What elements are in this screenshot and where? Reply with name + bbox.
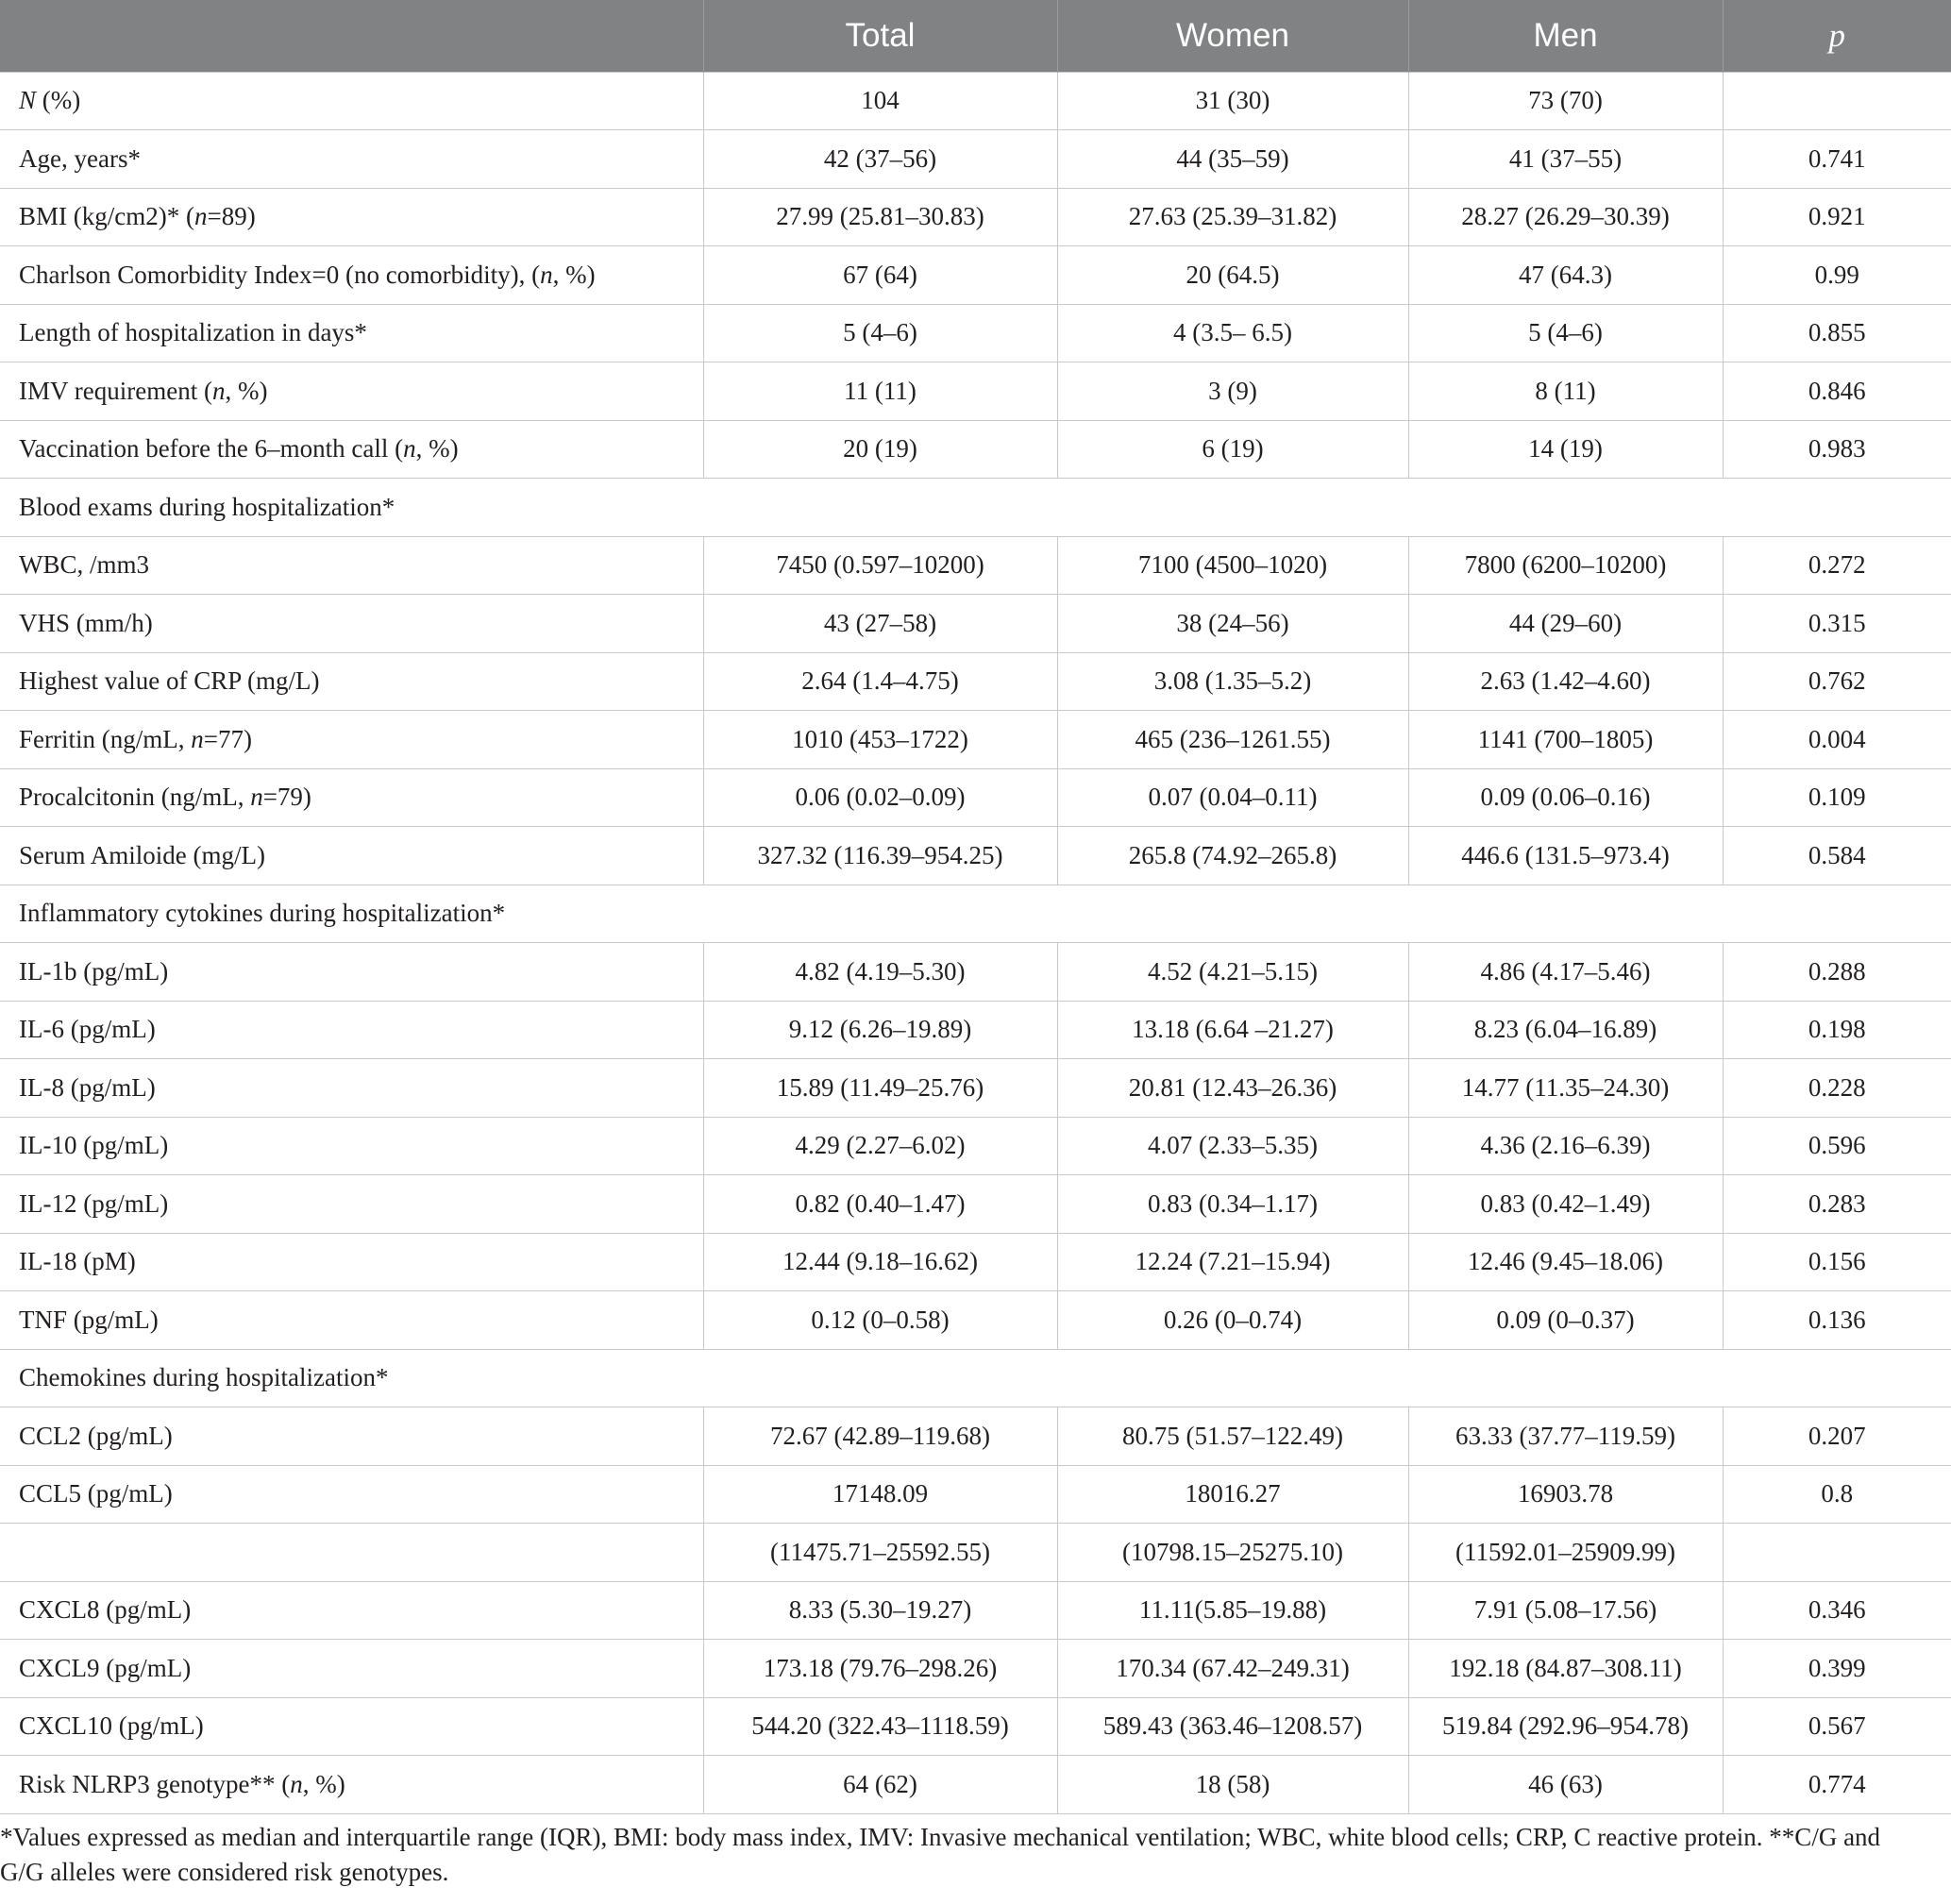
cell-total: 2.64 (1.4–4.75) — [703, 652, 1057, 711]
section-row — [0, 479, 1951, 537]
table-footnote: *Values expressed as median and interquartile range (IQR), BMI: body mass index, IMV: Invasive mechanical ventilation; WBC, white blood cells; CRP, C reactive protein. **C/G and G/G alleles were considered risk genotypes. — [0, 1823, 1881, 1886]
row-label: Age, years* — [0, 130, 703, 189]
cell-men: 16903.78 — [1408, 1465, 1723, 1524]
row-label: IMV requirement (n, %) — [0, 362, 703, 421]
table-row — [0, 362, 1951, 421]
cell-total: (11475.71–25592.55) — [703, 1524, 1057, 1582]
cell-total: 8.33 (5.30–19.27) — [703, 1581, 1057, 1640]
row-label: IL-12 (pg/mL) — [0, 1175, 703, 1234]
cell-total: 7450 (0.597–10200) — [703, 536, 1057, 595]
cell-women: 12.24 (7.21–15.94) — [1057, 1233, 1408, 1291]
cell-women: 4.07 (2.33–5.35) — [1057, 1117, 1408, 1175]
cell-men: 446.6 (131.5–973.4) — [1408, 827, 1723, 885]
cell-men: 0.09 (0.06–0.16) — [1408, 768, 1723, 827]
cell-women: 0.07 (0.04–0.11) — [1057, 768, 1408, 827]
row-label: Charlson Comorbidity Index=0 (no comorbidity), (n, %) — [0, 246, 703, 305]
cell-women: 465 (236–1261.55) — [1057, 711, 1408, 769]
row-label: N (%) — [0, 72, 703, 130]
cell-men: 14 (19) — [1408, 420, 1723, 479]
cell-women: 3 (9) — [1057, 362, 1408, 421]
cell-men: 0.83 (0.42–1.49) — [1408, 1175, 1723, 1234]
cell-men: 8.23 (6.04–16.89) — [1408, 1001, 1723, 1059]
row-label: TNF (pg/mL) — [0, 1291, 703, 1350]
cell-total: 67 (64) — [703, 246, 1057, 305]
table-body — [0, 72, 1951, 1813]
cell-women: 38 (24–56) — [1057, 595, 1408, 653]
row-label: Vaccination before the 6–month call (n, %) — [0, 420, 703, 479]
cell-women: 170.34 (67.42–249.31) — [1057, 1640, 1408, 1698]
cell-p: 0.399 — [1723, 1640, 1951, 1698]
cell-women: 0.83 (0.34–1.17) — [1057, 1175, 1408, 1234]
cell-women: (10798.15–25275.10) — [1057, 1524, 1408, 1582]
cell-p: 0.774 — [1723, 1756, 1951, 1814]
row-label: VHS (mm/h) — [0, 595, 703, 653]
table-row — [0, 304, 1951, 362]
cell-men: 7800 (6200–10200) — [1408, 536, 1723, 595]
cell-p: 0.228 — [1723, 1059, 1951, 1118]
cell-p: 0.596 — [1723, 1117, 1951, 1175]
row-label: IL-10 (pg/mL) — [0, 1117, 703, 1175]
table-row — [0, 1059, 1951, 1118]
row-label — [0, 1524, 703, 1582]
cell-men: (11592.01–25909.99) — [1408, 1524, 1723, 1582]
cell-men: 46 (63) — [1408, 1756, 1723, 1814]
table-row — [0, 1465, 1951, 1524]
row-label: WBC, /mm3 — [0, 536, 703, 595]
cell-p: 0.004 — [1723, 711, 1951, 769]
header-cell-p: p — [1723, 0, 1951, 72]
cell-p: 0.136 — [1723, 1291, 1951, 1350]
table-row — [0, 1233, 1951, 1291]
cell-total: 0.06 (0.02–0.09) — [703, 768, 1057, 827]
cell-women: 20 (64.5) — [1057, 246, 1408, 305]
cell-total: 327.32 (116.39–954.25) — [703, 827, 1057, 885]
row-label: BMI (kg/cm2)* (n=89) — [0, 188, 703, 246]
cell-total: 11 (11) — [703, 362, 1057, 421]
cell-men: 12.46 (9.45–18.06) — [1408, 1233, 1723, 1291]
cell-total: 173.18 (79.76–298.26) — [703, 1640, 1057, 1698]
table-row — [0, 536, 1951, 595]
header-row — [0, 0, 1951, 72]
row-label: CCL2 (pg/mL) — [0, 1407, 703, 1466]
table-row — [0, 652, 1951, 711]
cell-women: 18016.27 — [1057, 1465, 1408, 1524]
row-label: CXCL9 (pg/mL) — [0, 1640, 703, 1698]
table-row — [0, 1407, 1951, 1466]
table-row — [0, 1117, 1951, 1175]
cell-women: 265.8 (74.92–265.8) — [1057, 827, 1408, 885]
table-row — [0, 1640, 1951, 1698]
cell-men: 41 (37–55) — [1408, 130, 1723, 189]
cell-women: 4.52 (4.21–5.15) — [1057, 943, 1408, 1002]
cell-p: 0.584 — [1723, 827, 1951, 885]
table-row — [0, 420, 1951, 479]
cell-p — [1723, 1524, 1951, 1582]
cell-men: 63.33 (37.77–119.59) — [1408, 1407, 1723, 1466]
cell-total: 42 (37–56) — [703, 130, 1057, 189]
cell-women: 4 (3.5– 6.5) — [1057, 304, 1408, 362]
cell-total: 9.12 (6.26–19.89) — [703, 1001, 1057, 1059]
table-row — [0, 768, 1951, 827]
cell-p: 0.8 — [1723, 1465, 1951, 1524]
table-row — [0, 595, 1951, 653]
cell-men: 519.84 (292.96–954.78) — [1408, 1697, 1723, 1756]
section-row — [0, 885, 1951, 943]
cell-men: 4.36 (2.16–6.39) — [1408, 1117, 1723, 1175]
cell-p: 0.315 — [1723, 595, 1951, 653]
cell-p: 0.567 — [1723, 1697, 1951, 1756]
cell-men: 2.63 (1.42–4.60) — [1408, 652, 1723, 711]
cell-men: 4.86 (4.17–5.46) — [1408, 943, 1723, 1002]
cell-men: 0.09 (0–0.37) — [1408, 1291, 1723, 1350]
cell-total: 4.82 (4.19–5.30) — [703, 943, 1057, 1002]
cell-total: 27.99 (25.81–30.83) — [703, 188, 1057, 246]
cell-women: 13.18 (6.64 –21.27) — [1057, 1001, 1408, 1059]
row-label: IL-1b (pg/mL) — [0, 943, 703, 1002]
cell-men: 5 (4–6) — [1408, 304, 1723, 362]
section-row — [0, 1349, 1951, 1407]
cell-total: 64 (62) — [703, 1756, 1057, 1814]
cell-women: 20.81 (12.43–26.36) — [1057, 1059, 1408, 1118]
cell-p: 0.109 — [1723, 768, 1951, 827]
table-row — [0, 1001, 1951, 1059]
cell-p: 0.283 — [1723, 1175, 1951, 1234]
table-row — [0, 1291, 1951, 1350]
cell-total: 43 (27–58) — [703, 595, 1057, 653]
table-row — [0, 827, 1951, 885]
cell-p: 0.272 — [1723, 536, 1951, 595]
cell-men: 47 (64.3) — [1408, 246, 1723, 305]
table-row — [0, 188, 1951, 246]
section-label: Inflammatory cytokines during hospitalization* — [0, 885, 1951, 943]
cell-men: 1141 (700–1805) — [1408, 711, 1723, 769]
row-label: CCL5 (pg/mL) — [0, 1465, 703, 1524]
cell-p — [1723, 72, 1951, 130]
row-label: IL-18 (pM) — [0, 1233, 703, 1291]
table-row — [0, 1581, 1951, 1640]
table-row — [0, 246, 1951, 305]
cell-men: 7.91 (5.08–17.56) — [1408, 1581, 1723, 1640]
cell-women: 11.11(5.85–19.88) — [1057, 1581, 1408, 1640]
cell-total: 17148.09 — [703, 1465, 1057, 1524]
cell-women: 80.75 (51.57–122.49) — [1057, 1407, 1408, 1466]
cell-p: 0.983 — [1723, 420, 1951, 479]
row-label: CXCL8 (pg/mL) — [0, 1581, 703, 1640]
cell-total: 0.12 (0–0.58) — [703, 1291, 1057, 1350]
cell-p: 0.762 — [1723, 652, 1951, 711]
cell-total: 20 (19) — [703, 420, 1057, 479]
row-label: CXCL10 (pg/mL) — [0, 1697, 703, 1756]
table-row — [0, 711, 1951, 769]
cell-total: 4.29 (2.27–6.02) — [703, 1117, 1057, 1175]
cell-women: 18 (58) — [1057, 1756, 1408, 1814]
cell-p: 0.288 — [1723, 943, 1951, 1002]
cell-total: 0.82 (0.40–1.47) — [703, 1175, 1057, 1234]
cell-men: 14.77 (11.35–24.30) — [1408, 1059, 1723, 1118]
cell-men: 28.27 (26.29–30.39) — [1408, 188, 1723, 246]
cell-total: 104 — [703, 72, 1057, 130]
cell-p: 0.855 — [1723, 304, 1951, 362]
cell-total: 72.67 (42.89–119.68) — [703, 1407, 1057, 1466]
cell-men: 192.18 (84.87–308.11) — [1408, 1640, 1723, 1698]
header-cell-men: Men — [1408, 0, 1723, 72]
row-label: Risk NLRP3 genotype** (n, %) — [0, 1756, 703, 1814]
cell-p: 0.741 — [1723, 130, 1951, 189]
header-cell-label — [0, 0, 703, 72]
cell-total: 1010 (453–1722) — [703, 711, 1057, 769]
cell-women: 589.43 (363.46–1208.57) — [1057, 1697, 1408, 1756]
cell-total: 12.44 (9.18–16.62) — [703, 1233, 1057, 1291]
cell-p: 0.156 — [1723, 1233, 1951, 1291]
cell-women: 31 (30) — [1057, 72, 1408, 130]
row-label: Length of hospitalization in days* — [0, 304, 703, 362]
table-row — [0, 1756, 1951, 1814]
row-label: Procalcitonin (ng/mL, n=79) — [0, 768, 703, 827]
cell-women: 7100 (4500–1020) — [1057, 536, 1408, 595]
table-row — [0, 943, 1951, 1002]
cell-p: 0.99 — [1723, 246, 1951, 305]
cell-p: 0.198 — [1723, 1001, 1951, 1059]
table-row — [0, 130, 1951, 189]
header-cell-total: Total — [703, 0, 1057, 72]
cell-men: 73 (70) — [1408, 72, 1723, 130]
row-label: Ferritin (ng/mL, n=77) — [0, 711, 703, 769]
row-label: IL-8 (pg/mL) — [0, 1059, 703, 1118]
row-label: Highest value of CRP (mg/L) — [0, 652, 703, 711]
table-row — [0, 1524, 1951, 1582]
table-row — [0, 72, 1951, 130]
cell-total: 5 (4–6) — [703, 304, 1057, 362]
section-label: Chemokines during hospitalization* — [0, 1349, 1951, 1407]
cell-women: 44 (35–59) — [1057, 130, 1408, 189]
table-row — [0, 1697, 1951, 1756]
cell-women: 0.26 (0–0.74) — [1057, 1291, 1408, 1350]
cell-women: 3.08 (1.35–5.2) — [1057, 652, 1408, 711]
cell-total: 544.20 (322.43–1118.59) — [703, 1697, 1057, 1756]
cell-p: 0.346 — [1723, 1581, 1951, 1640]
cell-p: 0.846 — [1723, 362, 1951, 421]
header-cell-women: Women — [1057, 0, 1408, 72]
cell-women: 27.63 (25.39–31.82) — [1057, 188, 1408, 246]
table-row — [0, 1175, 1951, 1234]
cell-total: 15.89 (11.49–25.76) — [703, 1059, 1057, 1118]
section-label: Blood exams during hospitalization* — [0, 479, 1951, 537]
row-label: IL-6 (pg/mL) — [0, 1001, 703, 1059]
cell-men: 8 (11) — [1408, 362, 1723, 421]
cell-men: 44 (29–60) — [1408, 595, 1723, 653]
cell-p: 0.921 — [1723, 188, 1951, 246]
cell-p: 0.207 — [1723, 1407, 1951, 1466]
cell-women: 6 (19) — [1057, 420, 1408, 479]
row-label: Serum Amiloide (mg/L) — [0, 827, 703, 885]
